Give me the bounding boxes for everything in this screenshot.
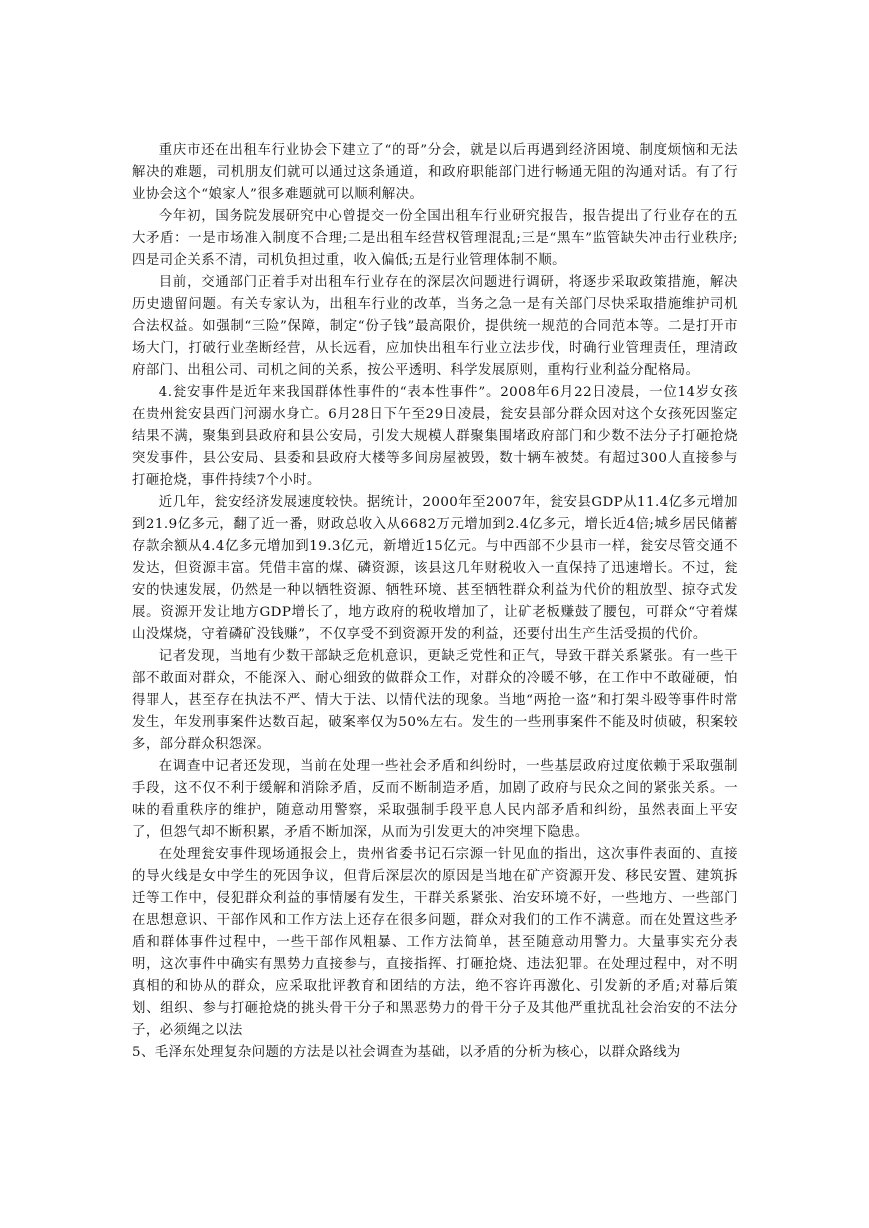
paragraph-state-council-report: 今年初，国务院发展研究中心曾提交一份全国出租车行业研究报告，报告提出了行业存在的五大矛盾：一是市场准入制度不合理;二是出租车经营权管理混乱;三是“黑车”监管缺失冲击行业秩序;四是司企关系不清，司机负担过重，收入偏低;五是行业管理体制不顺。: [132, 209, 738, 268]
document-page: [132, 140, 738, 1064]
paragraph-wengan-economy: 近几年，瓮安经济发展速度较快。据统计，2000年至2007年，瓮安县GDP从11.4亿多元增加到21.9亿多元，翻了近一番，财政总收入从6682万元增加到2.4亿多元，增长近4倍;城乡居民储蓄存款余额从4.4亿多元增加到19.3亿元，新增近15亿元。与中西部不少县市一样，瓮安尽管交通不发达，但资源丰富。凭借丰富的煤、磷资源，该县这几年财税收入一直保持了迅速增长。不过，瓮安的快速发展，仍然是一种以牺牲资源、牺牲环境、甚至牺牲群众利益为代价的粗放型、掠夺式发展。资源开发让地方GDP增长了，地方政府的税收增加了，让矿老板赚鼓了腰包，可群众“守着煤山没煤烧，守着磷矿没钱赚”，不仅享受不到资源开发的利益，还要付出生产生活受损的代价。: [132, 495, 738, 642]
paragraph-mao-method: 5、毛泽东处理复杂问题的方法是以社会调查为基础，以矛盾的分析为核心，以群众路线为: [132, 1045, 681, 1060]
paragraph-reform-measures: 目前，交通部门正着手对出租车行业存在的深层次问题进行调研，将逐步采取政策措施，解决历史遗留问题。有关专家认为，出租车行业的改革，当务之急一是有关部门尽快采取措施维护司机合法权益。如强制“三险”保障，制定“份子钱”最高限价，提供统一规范的合同范本等。二是打开市场大门，打破行业垄断经营，从长远看，应加快出租车行业立法步伐，时确行业管理责任，理清政府部门、出租公司、司机之间的关系，按公平透明、科学发展原则，重构行业利益分配格局。: [132, 275, 738, 378]
paragraph-secretary-remarks: 在处理瓮安事件现场通报会上，贵州省委书记石宗源一针见血的指出，这次事件表面的、直接的导火线是女中学生的死因争议，但背后深层次的原因是当地在矿产资源开发、移民安置、建筑拆迁等工作中，侵犯群众利益的事情屡有发生，干群关系紧张、治安环境不好，一些地方、一些部门在思想意识、干部作风和工作方法上还存在很多问题，群众对我们的工作不满意。而在处置这些矛盾和群体事件过程中，一些干部作风粗暴、工作方法简单，甚至随意动用警力。大量事实充分表明，这次事件中确实有黑势力直接参与，直接指挥、打砸抢烧、违法犯罪。在处理过程中，对不明真相的和协从的群众，应采取批评教育和团结的方法，绝不容许再激化、引发新的矛盾;对幕后策划、组织、参与打砸抢烧的挑头骨干分子和黑恶势力的骨干分子及其他严重扰乱社会治安的不法分子，必须绳之以法: [132, 847, 738, 1038]
paragraph-taxi-association: 重庆市还在出租车行业协会下建立了“的哥”分会，就是以后再遇到经济困境、制度烦恼和无法解决的难题，司机朋友们就可以通过这条通道，和政府职能部门进行畅通无阻的沟通对话。有了行业协会这个“娘家人”很多难题就可以顺利解决。: [132, 143, 738, 202]
paragraph-cadre-relations: 记者发现，当地有少数干部缺乏危机意识，更缺乏党性和正气，导致干群关系紧张。有一些干部不敢面对群众，不能深入、耐心细致的做群众工作，对群众的冷暖不够，在工作中不敢碰硬，怕得罪人，甚至存在执法不严、情大于法、以情代法的现象。当地“两抢一盗”和打架斗殴等事件时常发生，年发刑事案件达数百起，破案率仅为50%左右。发生的一些刑事案件不能及时侦破，积案较多，部分群众积怨深。: [132, 649, 738, 752]
paragraph-wengan-incident: 4.瓮安事件是近年来我国群体性事件的“表本性事件”。2008年6月22日凌晨，一位14岁女孩在贵州瓮安县西门河溺水身亡。6月28日下午至29日凌晨，瓮安县部分群众因对这个女孩死因鉴定结果不满，聚集到县政府和县公安局，引发大规模人群聚集围堵政府部门和少数不法分子打砸抢烧突发事件，县公安局、县委和县政府大楼等多间房屋被毁，数十辆车被焚。有超过300人直接参与打砸抢烧，事件持续7个小时。: [132, 385, 738, 488]
paragraph-coercive-means: 在调查中记者还发现，当前在处理一些社会矛盾和纠纷时，一些基层政府过度依赖于采取强制手段，这不仅不利于缓解和消除矛盾，反而不断制造矛盾，加剧了政府与民众之间的紧张关系。一味的看重秩序的维护，随意动用警察，采取强制手段平息人民内部矛盾和纠纷，虽然表面上平安了，但怨气却不断积累，矛盾不断加深，从而为引发更大的冲突埋下隐患。: [132, 759, 738, 840]
